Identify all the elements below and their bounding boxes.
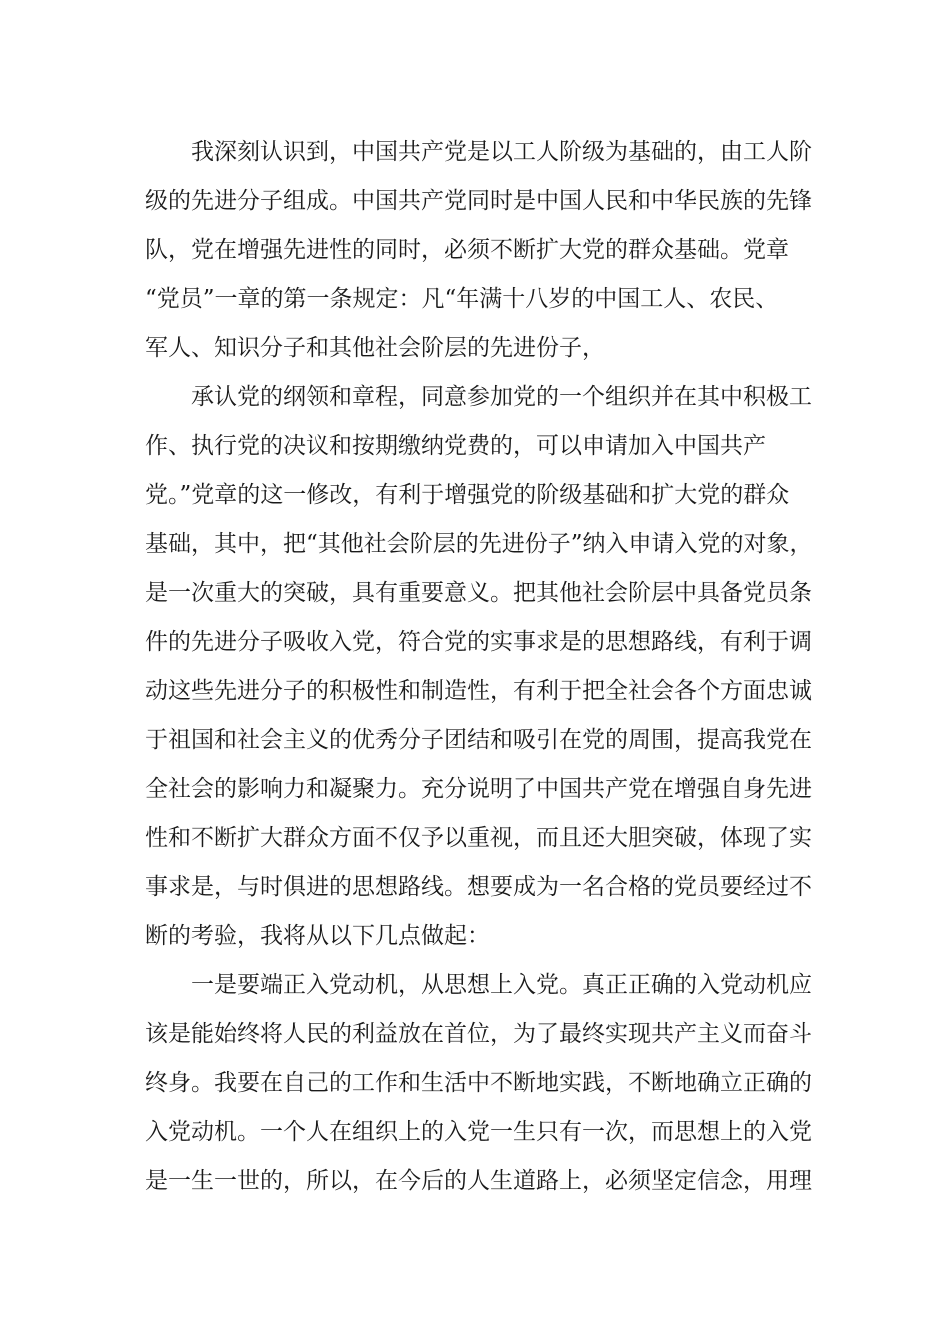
paragraph-1-line-1: 我深刻认识到，中国共产党是以工人阶级为基础的，由工人阶 xyxy=(191,139,812,165)
paragraph-3-line-5: 是一生一世的，所以，在今后的人生道路上，必须坚定信念，用理 xyxy=(145,1168,812,1194)
paragraph-1-line-3: 队，党在增强先进性的同时，必须不断扩大党的群众基础。党章 xyxy=(145,237,789,263)
paragraph-2-line-1: 承认党的纲领和章程，同意参加党的一个组织并在其中积极工 xyxy=(191,384,812,410)
paragraph-3-line-1: 一是要端正入党动机，从思想上入党。真正正确的入党动机应 xyxy=(191,972,812,998)
paragraph-2-line-12: 断的考验，我将从以下几点做起： xyxy=(145,923,490,949)
paragraph-2-line-6: 件的先进分子吸收入党，符合党的实事求是的思想路线，有利于调 xyxy=(145,629,812,655)
paragraph-3-line-4: 入党动机。一个人在组织上的入党一生只有一次，而思想上的入党 xyxy=(145,1119,812,1145)
paragraph-2-line-7: 动这些先进分子的积极性和制造性，有利于把全社会各个方面忠诚 xyxy=(145,678,812,704)
paragraph-2-line-3: 党。”党章的这一修改，有利于增强党的阶级基础和扩大党的群众 xyxy=(145,482,790,508)
paragraph-1-line-2: 级的先进分子组成。中国共产党同时是中国人民和中华民族的先锋 xyxy=(145,188,812,214)
paragraph-1-line-5: 军人、知识分子和其他社会阶层的先进份子， xyxy=(145,335,605,361)
paragraph-2-line-10: 性和不断扩大群众方面不仅予以重视，而且还大胆突破，体现了实 xyxy=(145,825,812,851)
paragraph-2-line-9: 全社会的影响力和凝聚力。充分说明了中国共产党在增强自身先进 xyxy=(145,776,812,802)
document-body xyxy=(145,128,815,1206)
paragraph-2-line-8: 于祖国和社会主义的优秀分子团结和吸引在党的周围，提高我党在 xyxy=(145,727,812,753)
paragraph-2-line-5: 是一次重大的突破，具有重要意义。把其他社会阶层中具备党员条 xyxy=(145,580,812,606)
paragraph-3-line-3: 终身。我要在自己的工作和生活中不断地实践，不断地确立正确的 xyxy=(145,1070,812,1096)
paragraph-2-line-11: 事求是，与时俱进的思想路线。想要成为一名合格的党员要经过不 xyxy=(145,874,812,900)
paragraph-1-line-4: “党员”一章的第一条规定：凡“年满十八岁的中国工人、农民、 xyxy=(145,286,779,312)
paragraph-2-line-2: 作、执行党的决议和按期缴纳党费的，可以申请加入中国共产 xyxy=(145,433,766,459)
paragraph-2-line-4: 基础，其中，把“其他社会阶层的先进份子”纳入申请入党的对象， xyxy=(145,531,813,557)
paragraph-3-line-2: 该是能始终将人民的利益放在首位，为了最终实现共产主义而奋斗 xyxy=(145,1021,812,1047)
